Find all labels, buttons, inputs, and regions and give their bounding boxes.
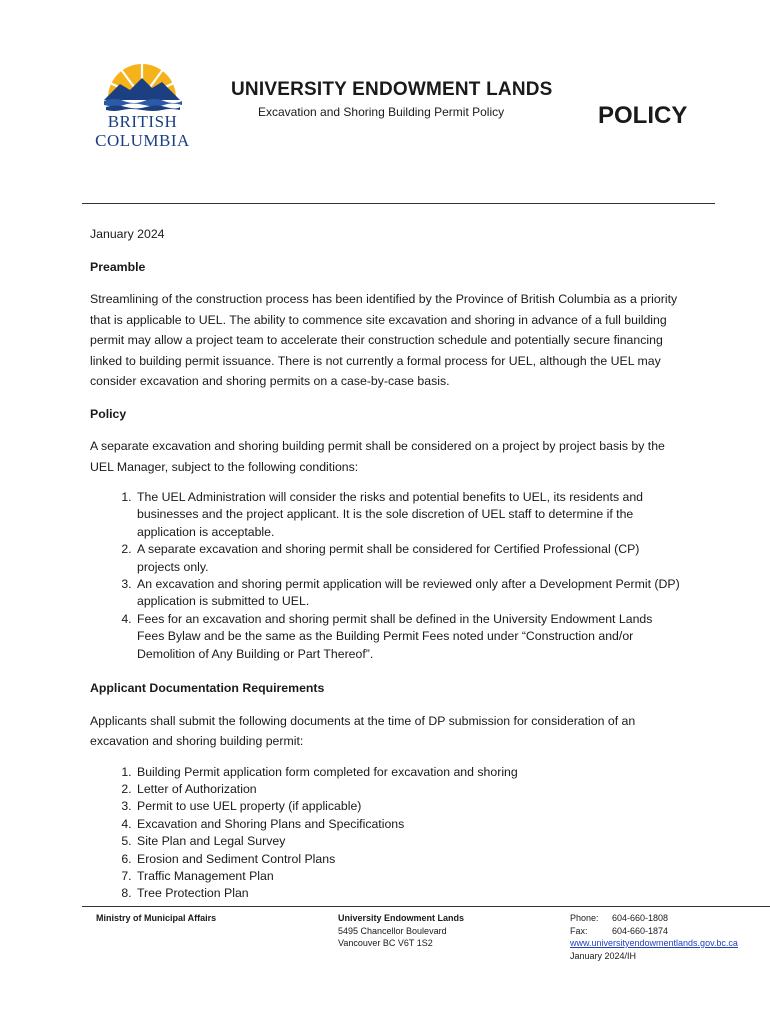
header-divider bbox=[82, 203, 715, 204]
policy-label: POLICY bbox=[598, 102, 688, 129]
list-item: 7. Traffic Management Plan bbox=[135, 868, 680, 885]
footer-fax-row bbox=[570, 925, 738, 938]
footer-revision: January 2024/IH bbox=[570, 950, 637, 961]
docs-intro: Applicants shall submit the following documents at the time of DP submission for consideration of an excavation and shoring building permit: bbox=[90, 713, 636, 749]
footer-contact-block bbox=[570, 912, 738, 962]
policy-heading: Policy bbox=[90, 406, 127, 421]
docs-heading: Applicant Documentation Requirements bbox=[90, 681, 325, 696]
footer-divider bbox=[82, 906, 770, 907]
footer-ministry: Ministry of Municipal Affairs bbox=[96, 913, 217, 923]
list-item: 8. Tree Protection Plan bbox=[135, 885, 680, 902]
footer-address-line2: Vancouver BC V6T 1S2 bbox=[338, 938, 433, 948]
bc-sun-mountain-icon bbox=[90, 60, 195, 112]
list-item: 2. A separate excavation and shoring permit shall be considered for Certified Professional (CP) projects only. bbox=[135, 541, 680, 576]
list-item: 6. Erosion and Sediment Control Plans bbox=[135, 851, 680, 868]
list-item: 1. Building Permit application form completed for excavation and shoring bbox=[135, 764, 680, 781]
list-item: 2. Letter of Authorization bbox=[135, 781, 680, 798]
logo-text-british: BRITISH bbox=[107, 112, 178, 131]
fax-label: Fax: bbox=[570, 925, 588, 936]
document-date: January 2024 bbox=[90, 227, 165, 241]
org-title: UNIVERSITY ENDOWMENT LANDS bbox=[231, 79, 553, 100]
list-item: 5. Site Plan and Legal Survey bbox=[135, 833, 680, 850]
footer-address-block bbox=[338, 912, 464, 950]
logo-text-columbia: COLUMBIA bbox=[95, 131, 190, 150]
list-item: 4. Fees for an excavation and shoring permit shall be defined in the University Endowment Lands Fees Bylaw and be the same as the Building Permit Fees noted under “Construction and/or Demolition of Any Building or Part Thereof”. bbox=[135, 611, 680, 663]
footer-phone-row bbox=[570, 912, 738, 925]
document-body bbox=[90, 224, 680, 903]
list-item: 3. An excavation and shoring permit application will be reviewed only after a Development Permit (DP) application is submitted to UEL. bbox=[135, 576, 680, 611]
conditions-list bbox=[90, 489, 680, 663]
document-subtitle: Excavation and Shoring Building Permit Policy bbox=[258, 105, 505, 119]
list-item: 1. The UEL Administration will consider the risks and potential benefits to UEL, its residents and businesses and the project applicant. It is the sole discretion of UEL staff to determine if the application is acceptable. bbox=[135, 489, 680, 541]
documents-list bbox=[90, 764, 680, 903]
footer-uel-name: University Endowment Lands bbox=[338, 913, 465, 923]
list-item: 4. Excavation and Shoring Plans and Specifications bbox=[135, 816, 680, 833]
phone-number: 604-660-1808 bbox=[612, 913, 669, 923]
preamble-heading: Preamble bbox=[90, 259, 146, 274]
policy-intro: A separate excavation and shoring building permit shall be considered on a project by project basis by the UEL Manager, subject to the following conditions: bbox=[90, 439, 665, 474]
bc-government-logo bbox=[90, 60, 195, 155]
list-item: 3. Permit to use UEL property (if applicable) bbox=[135, 798, 680, 815]
fax-number: 604-660-1874 bbox=[612, 925, 669, 936]
website-link[interactable]: www.universityendowmentlands.gov.bc.ca bbox=[570, 938, 738, 948]
footer-address-line1: 5495 Chancellor Boulevard bbox=[338, 925, 447, 936]
preamble-text: Streamlining of the construction process has been identified by the Province of British Columbia as a priority that is applicable to UEL. The ability to commence site excavation and shoring in advance of a full building permit may allow a project team to accelerate their construction schedule and potentially secure financing linked to building permit issuance. There is not currently a formal process for UEL, although the UEL may consider excavation and shoring permits on a case-by-case basis. bbox=[90, 292, 678, 388]
phone-label: Phone: bbox=[570, 913, 599, 923]
